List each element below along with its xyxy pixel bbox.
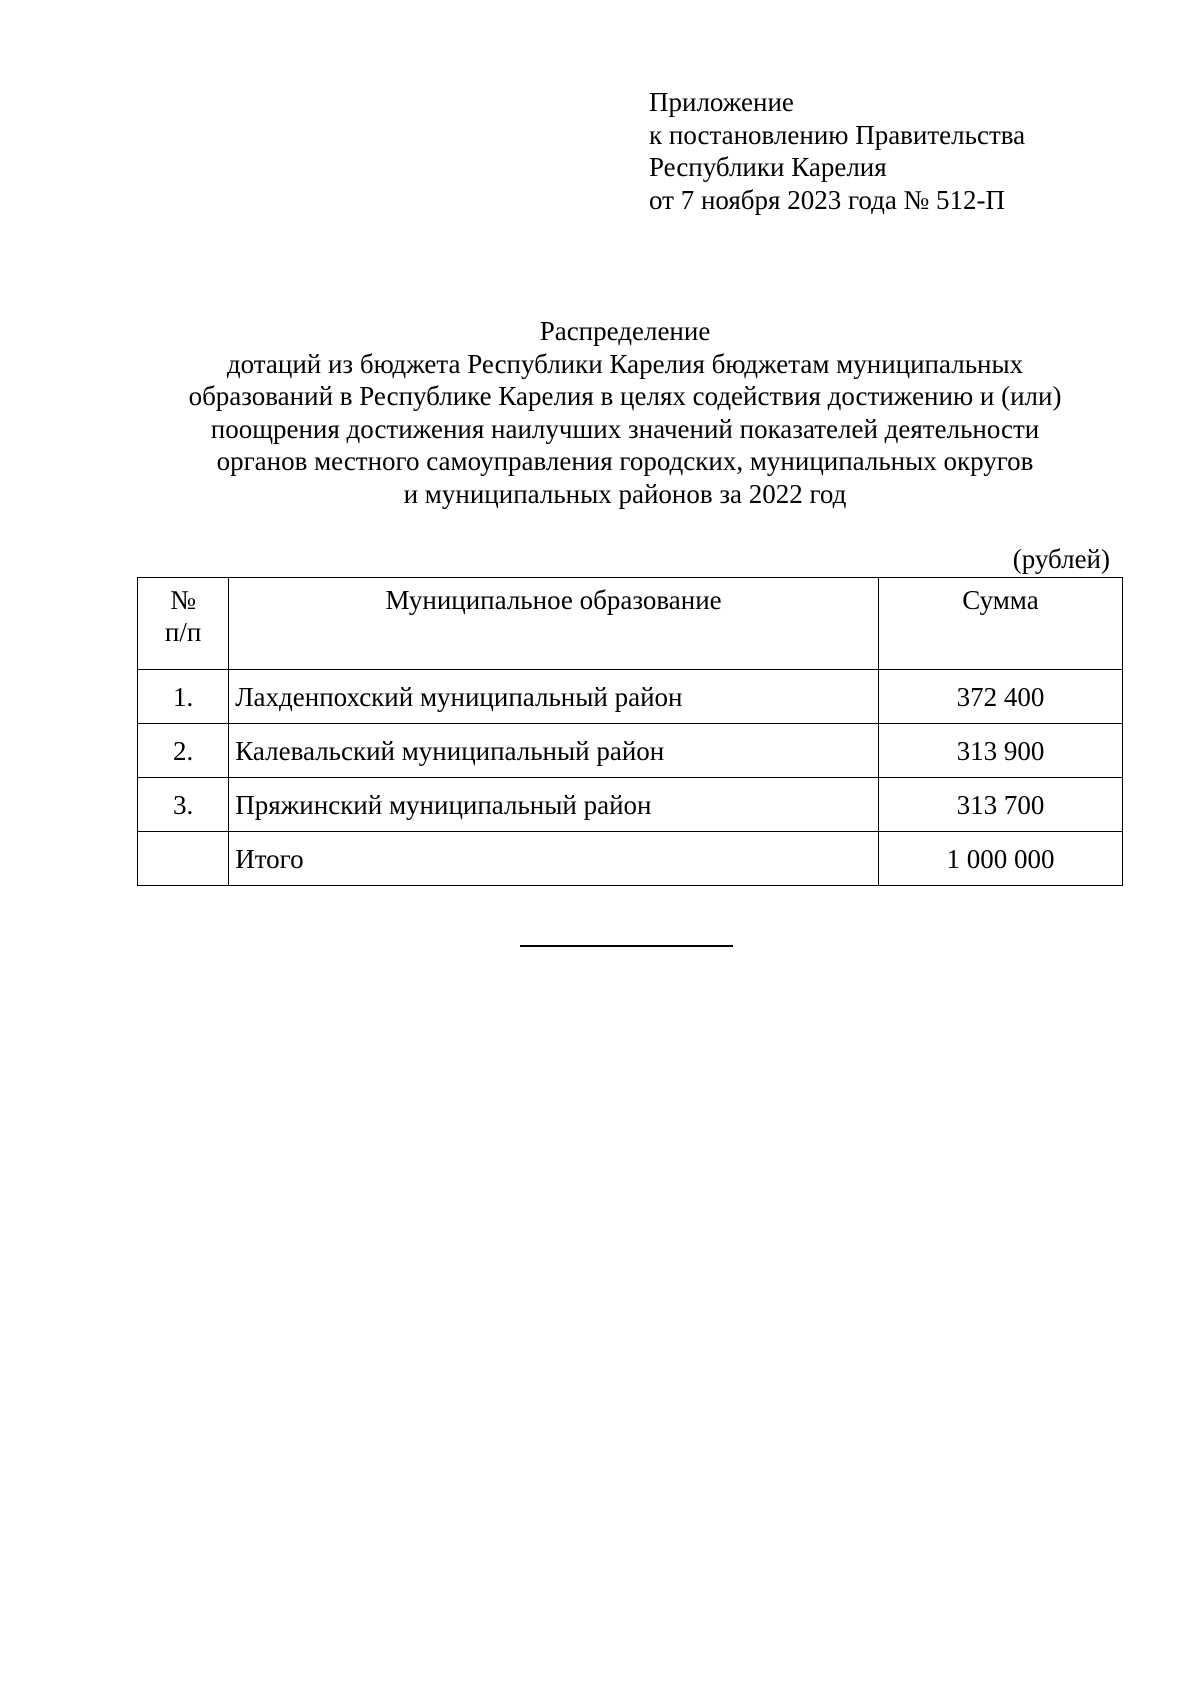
- row-number: 3.: [138, 778, 229, 832]
- title-line: органов местного самоуправления городских, муниципальных округов: [216, 446, 1034, 476]
- row-number: 1.: [138, 670, 229, 724]
- title-line: образований в Республике Карелия в целях содействия достижению и (или): [188, 381, 1062, 411]
- header-number-sign: №: [170, 585, 196, 615]
- header-municipality: Муниципальное образование: [229, 578, 879, 670]
- row-sum: 372 400: [878, 670, 1122, 724]
- appendix-line: Приложение: [649, 87, 794, 117]
- table-header-row: [138, 578, 1123, 670]
- table-total-row: [138, 832, 1123, 886]
- distribution-table: [137, 577, 1123, 886]
- document-title: [130, 315, 1120, 510]
- table-row: [138, 724, 1123, 778]
- table-row: [138, 670, 1123, 724]
- appendix-line: от 7 ноября 2023 года № 512-П: [649, 184, 1006, 215]
- header-number-pp: п/п: [164, 617, 202, 647]
- title-line: поощрения достижения наилучших значений показателей деятельности: [210, 413, 1040, 444]
- closing-separator-line: [520, 945, 733, 947]
- total-label: Итого: [229, 832, 879, 886]
- row-municipality: Калевальский муниципальный район: [229, 724, 879, 778]
- title-line: дотаций из бюджета Республики Карелия бюджетам муниципальных: [226, 348, 1024, 379]
- row-number: 2.: [138, 724, 229, 778]
- header-sum: Сумма: [878, 578, 1122, 670]
- appendix-line: к постановлению Правительства: [649, 119, 1026, 150]
- table-row: [138, 778, 1123, 832]
- total-number: [138, 832, 229, 886]
- title-heading: Распределение: [539, 316, 711, 346]
- units-label: (рублей): [1012, 544, 1110, 574]
- appendix-line: Республики Карелия: [649, 152, 887, 182]
- row-sum: 313 900: [878, 724, 1122, 778]
- row-municipality: Лахденпохский муниципальный район: [229, 670, 879, 724]
- row-municipality: Пряжинский муниципальный район: [229, 778, 879, 832]
- title-line: и муниципальных районов за 2022 год: [403, 478, 847, 509]
- header-number: [138, 578, 229, 670]
- appendix-block: [649, 86, 1025, 216]
- row-sum: 313 700: [878, 778, 1122, 832]
- total-sum: 1 000 000: [878, 832, 1122, 886]
